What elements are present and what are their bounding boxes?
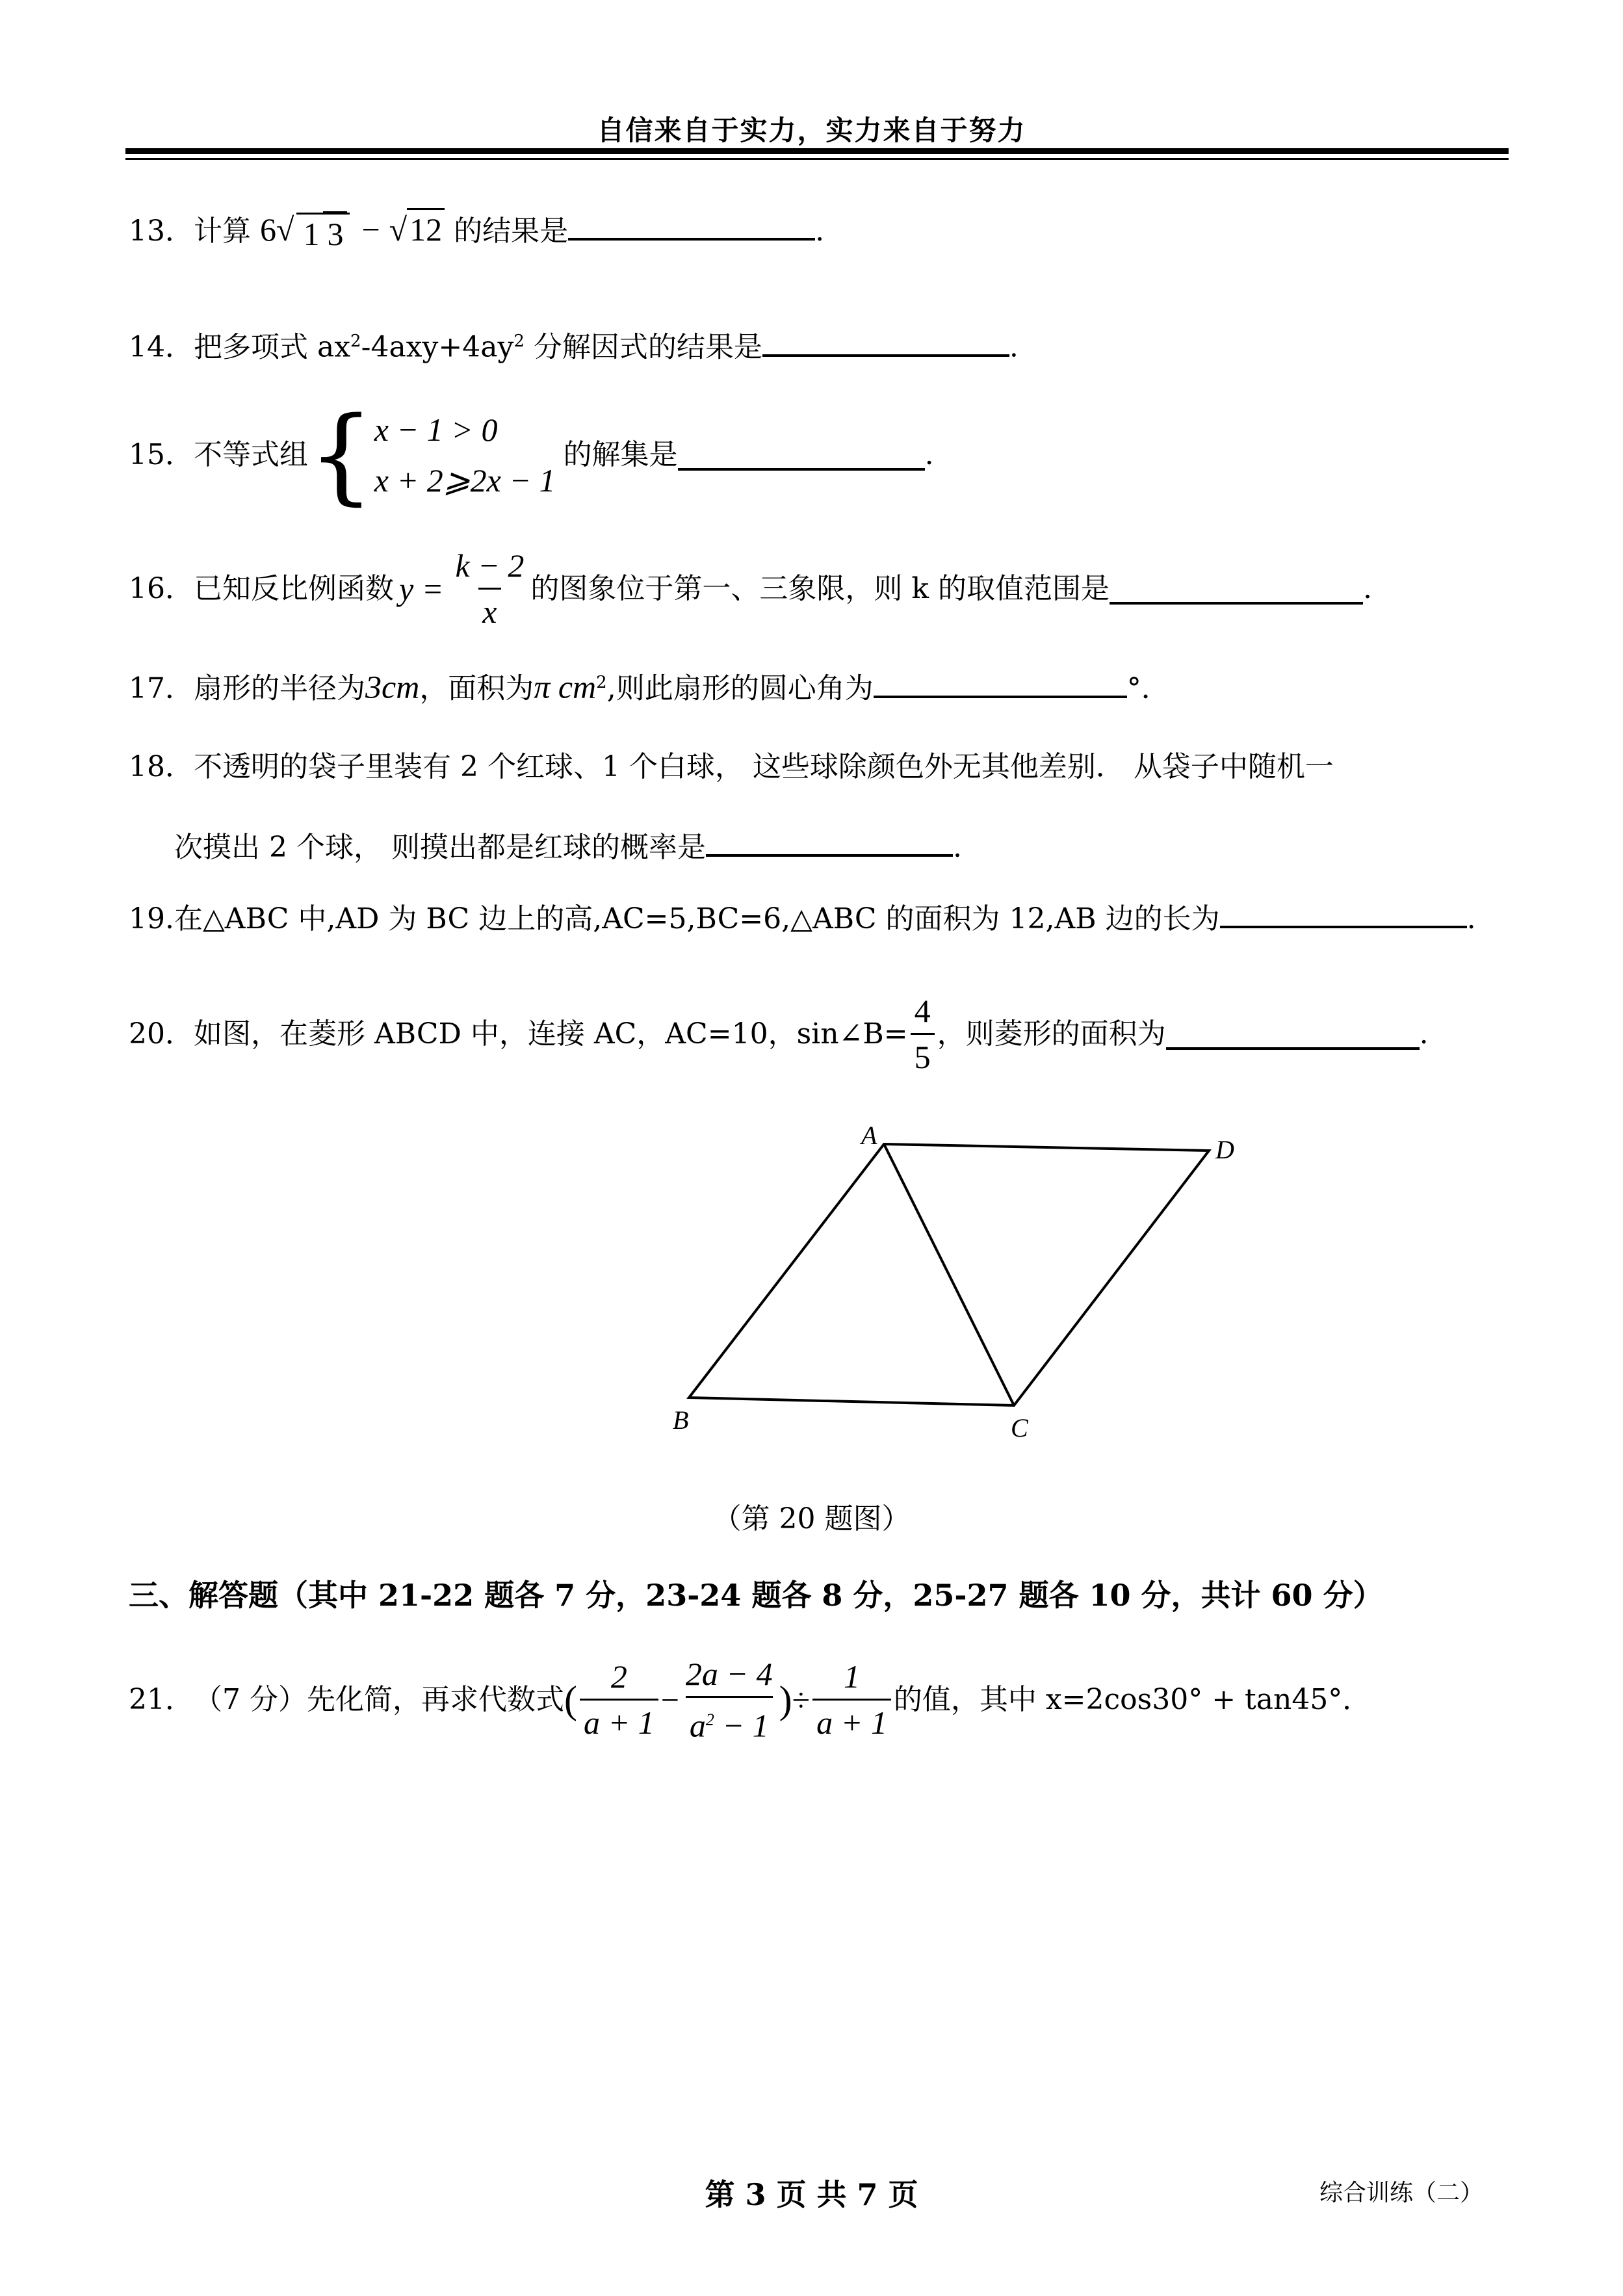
- rhombus-figure: [650, 1118, 1300, 1456]
- question-20: 20． 如图，在菱形 ABCD 中，连接 AC，AC=10，sin∠B= $\frac{4}{5}$ ，则菱形的面积为 .: [129, 993, 1429, 1075]
- question-14: 14．把多项式 $ax^2-4axy+4ay^2$ 分解因式的结果是 .: [129, 322, 1019, 367]
- question-text: 次摸出 2 个球， 则摸出都是红球的概率是: [174, 831, 706, 864]
- label-a: A: [861, 1121, 877, 1150]
- question-15: 15． 不等式组 { x − 1 > 0 x + 2⩾2x − 1 的解集是 .: [129, 394, 934, 515]
- question-number: 14．: [129, 330, 194, 364]
- answer-blank[interactable]: [678, 439, 925, 471]
- question-18-line1: 18．不透明的袋子里装有 2 个红球、1 个白球， 这些球除颜色外无其他差别． 从袋子中随机一: [129, 750, 1334, 783]
- question-text: 的值，其中 x=2cos30° + tan45°．: [893, 1682, 1371, 1716]
- fraction-1: $\frac{2}{a + 1}$: [580, 1657, 658, 1742]
- math-radius: 3cm: [365, 668, 420, 705]
- question-text: 的解集是: [563, 438, 678, 471]
- question-text: 不等式组: [194, 438, 308, 471]
- figure-caption: （第 20 题图）: [712, 1502, 911, 1535]
- question-text: 19.在△ABC 中,AD 为 BC 边上的高,AC=5,BC=6,△ABC 的面积为 12,AB 边的长为: [129, 902, 1220, 935]
- header-rule-thick: [125, 148, 1509, 154]
- question-number: 15．: [129, 438, 194, 471]
- question-text: ,则此扇形的圆心角为: [606, 672, 874, 705]
- label-b: B: [673, 1405, 689, 1435]
- inequality-system: x − 1 > 0 x + 2⩾2x − 1: [374, 411, 556, 499]
- fraction-3: $\frac{1}{a + 1}$: [812, 1657, 891, 1742]
- question-text: 的结果是: [454, 215, 569, 248]
- question-19: 19.在△ABC 中,AD 为 BC 边上的高,AC=5,BC=6,△ABC 的面积为 12,AB 边的长为 .: [129, 897, 1476, 939]
- math-y-equals: y =: [399, 570, 444, 607]
- diagonal-ac: [884, 1144, 1014, 1405]
- header-rule-thin: [125, 158, 1509, 160]
- answer-blank[interactable]: [874, 667, 1127, 698]
- sqrt-sign: √: [276, 211, 294, 248]
- fraction-2: $\frac{2a - 4}{a^2 - 1}$: [685, 1656, 773, 1744]
- fraction: $\frac{4}{5}$: [911, 991, 935, 1076]
- label-c: C: [1011, 1413, 1028, 1442]
- answer-blank[interactable]: [1166, 1019, 1420, 1050]
- brace: {: [308, 394, 374, 515]
- math-minus: −: [361, 211, 380, 248]
- math-coefficient: 6: [260, 211, 276, 248]
- question-text: 分解因式的结果是: [524, 330, 762, 364]
- question-18-line2: 次摸出 2 个球， 则摸出都是红球的概率是 .: [174, 826, 962, 867]
- question-text: 扇形的半径为: [194, 672, 365, 705]
- question-text: 的图象位于第一、三象限，则 k 的取值范围是: [530, 571, 1110, 605]
- page-number: 第 3 页 共 7 页: [705, 2177, 918, 2212]
- math-area: π cm: [534, 668, 597, 705]
- sqrt-fraction: 1 3: [296, 213, 350, 254]
- question-number: 21．: [129, 1682, 194, 1716]
- answer-blank[interactable]: [1220, 897, 1467, 928]
- question-text: ，面积为: [419, 672, 534, 705]
- question-text: 计算: [194, 215, 251, 248]
- answer-blank[interactable]: [706, 826, 953, 857]
- question-text: 如图，在菱形 ABCD 中，连接 AC，AC=10，sin∠B=: [194, 1017, 908, 1050]
- footer-label: 综合训练（二）: [1319, 2180, 1484, 2206]
- section-title: 三、解答题（其中 21-22 题各 7 分，23-24 题各 8 分，25-27 题各 10 分，共计 60 分）: [129, 1578, 1383, 1613]
- header-title: 自信来自于实力，实力来自于努力: [597, 114, 1026, 146]
- question-number: 20．: [129, 1017, 194, 1050]
- question-text: （7 分）先化简，再求代数式: [194, 1682, 564, 1716]
- sqrt-radicand: 12: [407, 208, 445, 249]
- question-number: 17．: [129, 672, 194, 705]
- question-16: 16． 已知反比例函数 y = $\frac{k - 2}{x}$ 的图象位于第一、三象限，则 k 的取值范围是 .: [129, 547, 1373, 630]
- question-13: 13．计算 6√ 1 3 − √12 的结果是 .: [129, 208, 824, 254]
- question-text: 已知反比例函数: [194, 571, 394, 605]
- question-17: 17．扇形的半径为3cm，面积为π $cm^2$,则此扇形的圆心角为 °．: [129, 663, 1170, 709]
- answer-blank[interactable]: [568, 209, 815, 241]
- question-number: 16．: [129, 571, 194, 605]
- question-text: ，则菱形的面积为: [937, 1017, 1166, 1050]
- label-d: D: [1215, 1135, 1234, 1164]
- question-21: 21． （7 分）先化简，再求代数式 ( $\frac{2}{a + 1}$ − $\frac{2a - 4}{a^2 - 1}$ ) ÷ $\frac{1}{a + 1}$ 的值，其中 x=2cos30° + tan45°．: [129, 1656, 1371, 1744]
- question-number: 13．: [129, 215, 194, 248]
- question-text: -4axy+4ay: [361, 330, 514, 364]
- answer-blank[interactable]: [762, 326, 1009, 357]
- question-text: 把多项式 ax: [194, 330, 351, 364]
- fraction: $\frac{k - 2}{x}$: [455, 547, 525, 630]
- answer-blank[interactable]: [1110, 573, 1363, 605]
